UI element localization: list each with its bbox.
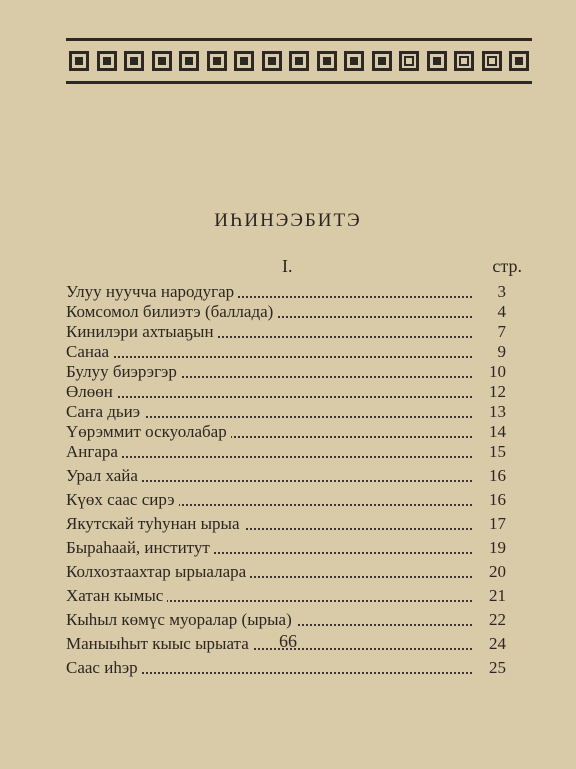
toc-entry — [66, 302, 506, 322]
border-square — [124, 51, 144, 71]
toc-entry-page: 16 — [476, 490, 506, 510]
toc-entry-title: Санаа — [66, 342, 113, 362]
toc-entry-page: 17 — [476, 514, 506, 534]
leader-dots — [66, 456, 472, 458]
toc-entry — [66, 342, 506, 362]
toc-entry-page: 21 — [476, 586, 506, 606]
toc-entry-page: 14 — [476, 422, 506, 442]
toc-entry — [66, 586, 506, 606]
table-of-contents — [66, 282, 506, 678]
page-column-label: стр. — [492, 256, 522, 276]
border-square — [509, 51, 529, 71]
border-square — [427, 51, 447, 71]
toc-entry-title: Кыһыл көмүс муоралар (ырыа) — [66, 610, 296, 630]
toc-entry-title: Якутскай туһунан ырыа — [66, 514, 244, 534]
toc-entry — [66, 442, 506, 462]
toc-entry-page: 15 — [476, 442, 506, 462]
toc-entry-title: Өлөөн — [66, 382, 117, 402]
toc-entry — [66, 322, 506, 342]
toc-entry-title: Урал хайа — [66, 466, 142, 486]
toc-entry-title: Саҥа дьиэ — [66, 402, 144, 422]
border-square — [372, 51, 392, 71]
border-square — [262, 51, 282, 71]
toc-entry — [66, 658, 506, 678]
toc-entry — [66, 402, 506, 422]
toc-entry-page: 12 — [476, 382, 506, 402]
toc-entry — [66, 610, 506, 630]
toc-entry-title: Маныыһыт кыыс ырыата — [66, 634, 253, 654]
toc-entry — [66, 382, 506, 402]
page-number: 66 — [279, 631, 297, 651]
border-square — [97, 51, 117, 71]
border-square — [344, 51, 364, 71]
toc-entry-page: 16 — [476, 466, 506, 486]
leader-dots — [66, 396, 472, 398]
toc-entry-title: Үөрэммит оскуолабар — [66, 422, 231, 442]
toc-entry-title: Ангара — [66, 442, 122, 462]
decorative-border — [66, 38, 532, 84]
toc-entry-page: 25 — [476, 658, 506, 678]
toc-entry-page: 19 — [476, 538, 506, 558]
section-number: I. — [282, 256, 293, 276]
border-square — [207, 51, 227, 71]
toc-entry-page: 24 — [476, 634, 506, 654]
toc-entry-page: 9 — [476, 342, 506, 362]
leader-dots — [66, 356, 472, 358]
toc-entry-page: 20 — [476, 562, 506, 582]
border-square — [454, 51, 474, 71]
toc-entry — [66, 282, 506, 302]
toc-entry-page: 13 — [476, 402, 506, 422]
border-square — [317, 51, 337, 71]
toc-entry — [66, 466, 506, 486]
toc-entry-title: Хатан кымыс — [66, 586, 167, 606]
toc-entry-title: Саас иһэр — [66, 658, 142, 678]
toc-entry-title: Кинилэри ахтыаҕын — [66, 322, 218, 342]
toc-entry-title: Күөх саас сирэ — [66, 490, 179, 510]
border-square — [69, 51, 89, 71]
border-square — [289, 51, 309, 71]
toc-entry — [66, 538, 506, 558]
toc-entry-page: 3 — [476, 282, 506, 302]
toc-entry-page: 10 — [476, 362, 506, 382]
border-square — [234, 51, 254, 71]
border-squares — [69, 46, 529, 76]
toc-entry — [66, 422, 506, 442]
toc-entry-title: Комсомол билиэтэ (баллада) — [66, 302, 277, 322]
border-rule-bottom — [66, 81, 532, 84]
toc-entry-page: 4 — [476, 302, 506, 322]
toc-entry-page: 22 — [476, 610, 506, 630]
toc-entry-title: Быраһаай, институт — [66, 538, 214, 558]
toc-entry — [66, 362, 506, 382]
border-square — [179, 51, 199, 71]
toc-entry-title: Колхозтаахтар ырыалара — [66, 562, 250, 582]
border-square — [399, 51, 419, 71]
toc-entry-title: Улуу нуучча народугар — [66, 282, 238, 302]
border-square — [482, 51, 502, 71]
toc-entry-title: Булуу биэрэгэр — [66, 362, 181, 382]
border-rule-top — [66, 38, 532, 41]
toc-entry — [66, 490, 506, 510]
page-title: ИҺИНЭЭБИТЭ — [214, 210, 362, 231]
toc-entry-page: 7 — [476, 322, 506, 342]
toc-entry — [66, 562, 506, 582]
border-square — [152, 51, 172, 71]
toc-entry — [66, 514, 506, 534]
